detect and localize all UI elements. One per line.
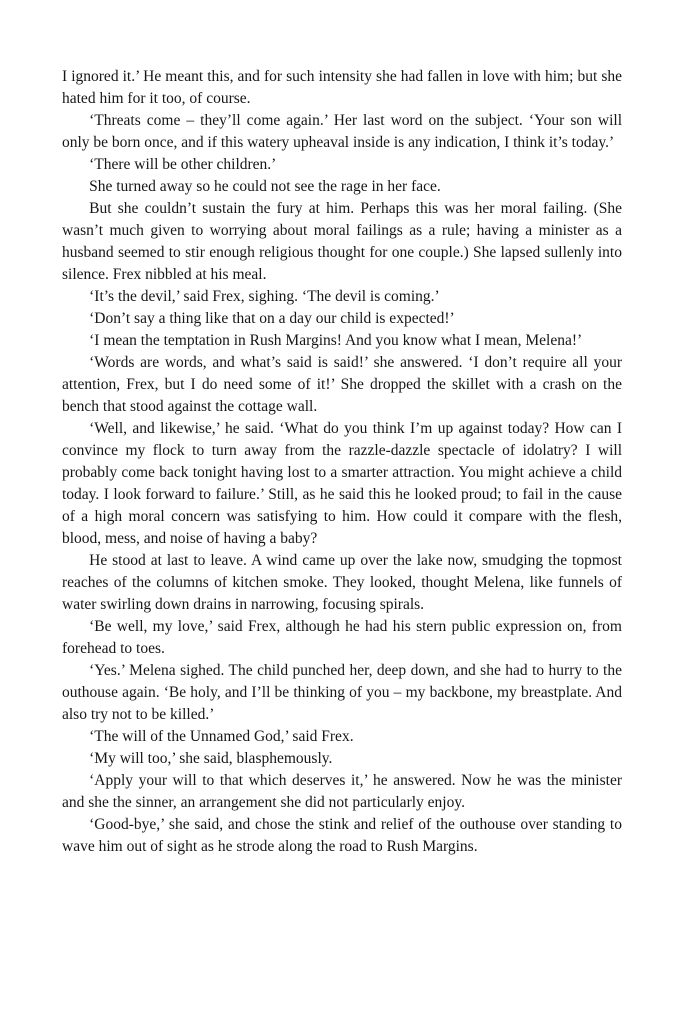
paragraph: ‘Don’t say a thing like that on a day our child is expected!’	[89, 310, 455, 327]
paragraph: ‘It’s the devil,’ said Frex, sighing. ‘The devil is coming.’	[89, 288, 440, 305]
paragraph: ‘Yes.’ Melena sighed. The child punched her, deep down, and she had to hurry to the outhouse again. ‘Be holy, and I’ll be thinking of you – my backbone, my breastplate. And also try not to be killed.’	[62, 662, 622, 723]
paragraph: ‘Words are words, and what’s said is said!’ she answered. ‘I don’t require all your attention, Frex, but I do need some of it!’ She dropped the skillet with a crash on the bench that stood against the cottage wall.	[62, 354, 622, 415]
paragraph: ‘Good-bye,’ she said, and chose the stink and relief of the outhouse over standing to wave him out of sight as he strode along the road to Rush Margins.	[62, 816, 622, 855]
paragraph: ‘The will of the Unnamed God,’ said Frex.	[89, 728, 354, 745]
paragraph: ‘Well, and likewise,’ he said. ‘What do you think I’m up against today? How can I convince my flock to turn away from the razzle-dazzle spectacle of idolatry? I will probably come back tonight having lost to a smarter attraction. You might achieve a child today. I look forward to failure.’ Still, as he said this he looked proud; to fail in the cause of a high moral concern was satisfying to him. How could it compare with the flesh, blood, mess, and noise of having a baby?	[62, 420, 622, 547]
page-text	[62, 66, 622, 858]
paragraph: ‘I mean the temptation in Rush Margins! And you know what I mean, Melena!’	[89, 332, 583, 349]
paragraph: ‘My will too,’ she said, blasphemously.	[89, 750, 333, 767]
paragraph: I ignored it.’ He meant this, and for such intensity she had fallen in love with him; but she hated him for it too, of course.	[62, 68, 622, 107]
paragraph: He stood at last to leave. A wind came up over the lake now, smudging the topmost reaches of the columns of kitchen smoke. They looked, thought Melena, like funnels of water swirling down drains in narrowing, focusing spirals.	[62, 552, 622, 613]
paragraph: She turned away so he could not see the rage in her face.	[89, 178, 441, 195]
paragraph: But she couldn’t sustain the fury at him. Perhaps this was her moral failing. (She wasn’t much given to worrying about moral failings as a rule; having a minister as a husband seemed to stir enough religious thought for one couple.) She lapsed sullenly into silence. Frex nibbled at his meal.	[62, 200, 622, 283]
paragraph: ‘Be well, my love,’ said Frex, although he had his stern public expression on, from forehead to toes.	[62, 618, 622, 657]
paragraph: ‘Threats come – they’ll come again.’ Her last word on the subject. ‘Your son will only be born once, and if this watery upheaval inside is any indication, I think it’s today.’	[62, 112, 622, 151]
paragraph: ‘There will be other children.’	[89, 156, 277, 173]
paragraph: ‘Apply your will to that which deserves it,’ he answered. Now he was the minister and she the sinner, an arrangement she did not particularly enjoy.	[62, 772, 622, 811]
